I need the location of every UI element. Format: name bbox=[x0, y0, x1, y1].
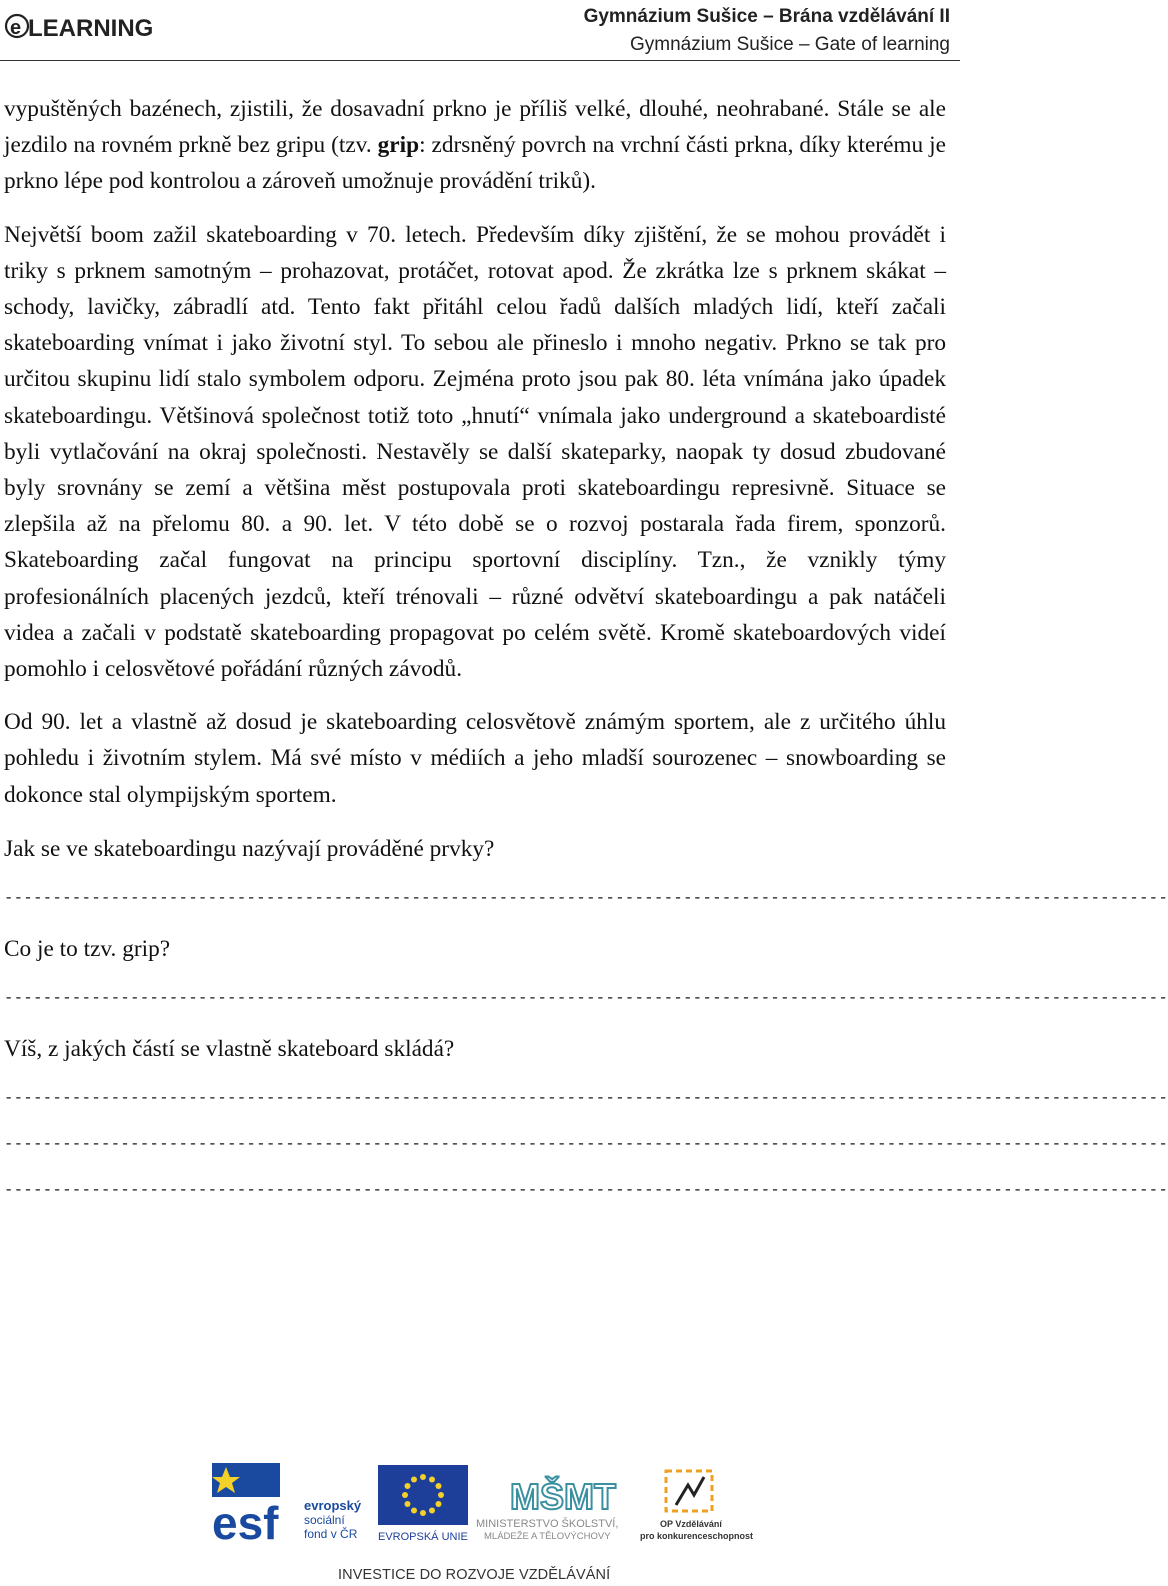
question-1: Jak se ve skateboardingu nazývají prováděné prvky? bbox=[4, 835, 495, 862]
school-title-block bbox=[584, 4, 950, 60]
eu-logo bbox=[376, 1465, 472, 1543]
logo-text: LEARNING bbox=[28, 15, 154, 42]
school-subtitle: Gymnázium Sušice – Gate of learning bbox=[630, 34, 950, 55]
article-body bbox=[4, 91, 1168, 1205]
eu-label: EVROPSKÁ UNIE bbox=[378, 1531, 468, 1543]
answer-line-2: ------------------------------------------------------------------------------------------------------------------------ bbox=[4, 988, 1168, 1007]
op-line-2: pro konkurenceschopnost bbox=[640, 1531, 754, 1541]
msmt-line-1: MINISTERSTVO ŠKOLSTVÍ, bbox=[476, 1518, 619, 1530]
question-2: Co je to tzv. grip? bbox=[4, 935, 171, 962]
logo-mark: e bbox=[10, 17, 22, 39]
answer-line-5: ------------------------------------------------------------------------------------------------------------------------ bbox=[4, 1180, 1168, 1199]
op-line-1: OP Vzdělávání bbox=[660, 1519, 722, 1529]
esf-line-3: fond v ČR bbox=[304, 1527, 358, 1541]
paragraph-2: Největší boom zažil skateboarding v 70. letech. Především díky zjištění, že se mohou provádět i triky s prknem samotným – prohazovat, protáčet, rotovat apod. Že zkrátka lze s prknem skákat – schody, lavičky, zábradlí atd. Tento fakt přitáhl celou řadů dalších mladých lidí, kteří začali skateboarding vnímat i jako životní styl. To sebou ale přineslo i mnoho negativ. Prkno se tak pro určitou skupinu lidí stalo symbolem odporu. Zejména proto jsou pak 80. léta vnímána jako úpadek skateboardingu. Většinová společnost totiž toto „hnutí“ vnímala jako underground a skateboardisté byli vytlačování na okraj společnosti. Nestavěly se další skateparky, naopak ty dosud zbudované byly srovnány se zemí a většina měst postupovala proti skateboardingu represivně. Situace se zlepšila až na přelomu 80. a 90. let. V této době se o rozvoj postarala řada firem, sponzorů. Skateboarding začal fungovat na principu sportovní disciplíny. Tzn., že vznikly týmy profesionálních placených jezdců, kteří trénovali – různé odvětví skateboardingu a pak natáčeli videa a začali v podstatě skateboarding propagovat po celém světě. Kromě skateboardových videí pomohlo i celosvětové pořádání různých závodů. bbox=[4, 221, 946, 683]
answer-line-3: ------------------------------------------------------------------------------------------------------------------------ bbox=[4, 1088, 1168, 1107]
answer-line-4: ------------------------------------------------------------------------------------------------------------------------ bbox=[4, 1134, 1168, 1153]
esf-logo bbox=[212, 1463, 372, 1549]
paragraph-1-text-a: vypuštěných bazénech, zjistili, že dosavadní prkno je příliš velké, dlouhé, neohrabané. Stále se ale jezdilo na rovném prkně bez gripu (tzv. bbox=[4, 96, 946, 159]
question-3: Víš, z jakých částí se vlastně skateboard skládá? bbox=[4, 1035, 455, 1062]
op-vk-logo bbox=[636, 1465, 760, 1545]
msmt-mark: MŠMT bbox=[510, 1476, 616, 1517]
page-header bbox=[0, 0, 960, 62]
funding-caption: INVESTICE DO ROZVOJE VZDĚLÁVÁNÍ bbox=[338, 1567, 611, 1583]
esf-line-2: sociální bbox=[304, 1513, 345, 1527]
funding-logos bbox=[200, 1455, 760, 1586]
paragraph-3: Od 90. let a vlastně až dosud je skateboarding celosvětově známým sportem, ale z určitého úhlu pohledu i životním stylem. Má své místo v médiích a jeho mladší sourozenec – snowboarding se dokonce stal olympijským sportem. bbox=[4, 709, 946, 808]
school-title: Gymnázium Sušice – Brána vzdělávání II bbox=[583, 6, 950, 27]
paragraph-1 bbox=[4, 91, 946, 200]
elearning-logo-graphic bbox=[4, 6, 164, 46]
msmt-line-2: MLÁDEŽE A TĚLOVÝCHOVY bbox=[484, 1531, 611, 1542]
paragraph-1-text-b: : zdrsněný povrch na vrchní části prkna, díky kterému je prkno lépe pod kontrolou a zároveň umožnuje provádění triků). bbox=[4, 132, 946, 195]
header-divider bbox=[0, 60, 960, 61]
answer-line-1: ------------------------------------------------------------------------------------------------------------------------ bbox=[4, 888, 1168, 907]
msmt-logo bbox=[476, 1459, 636, 1543]
esf-line-1: evropský bbox=[304, 1498, 362, 1513]
esf-mark: esf bbox=[212, 1497, 279, 1549]
grip-term: grip bbox=[377, 132, 420, 159]
elearning-logo bbox=[4, 6, 164, 46]
